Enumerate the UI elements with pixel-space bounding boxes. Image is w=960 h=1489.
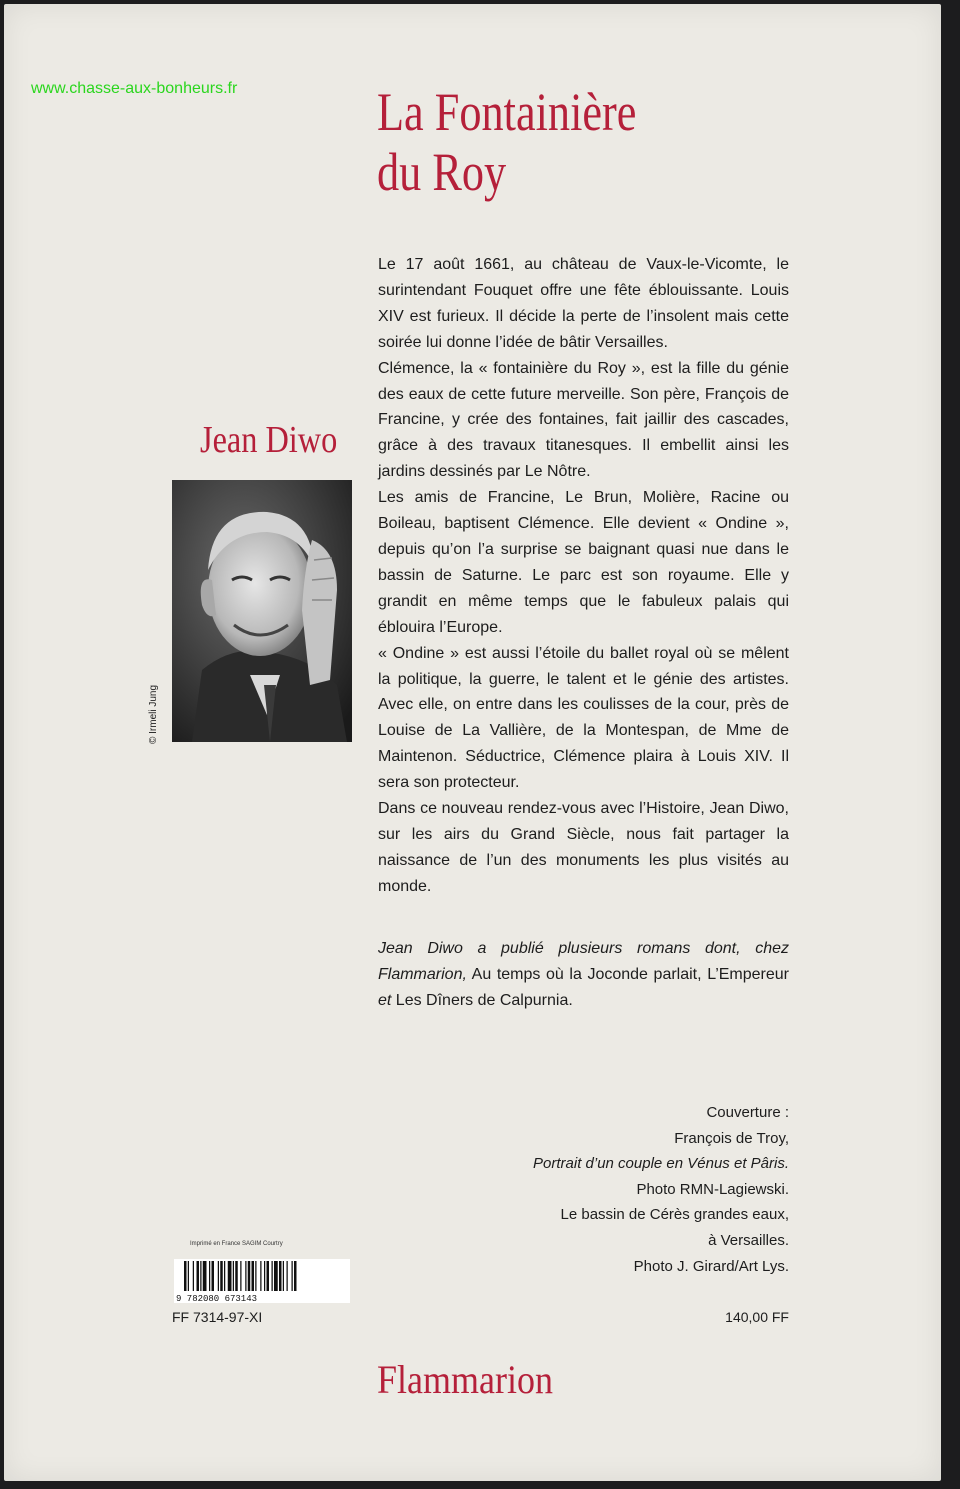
synopsis-paragraph: Dans ce nouveau rendez-vous avec l’Histoire, Jean Diwo, sur les airs du Grand Siècle, nous fait partager la naissance de l’un des monuments les plus visités au monde. [378, 800, 789, 895]
synopsis-paragraph: « Ondine » est aussi l’étoile du ballet royal où se mêlent la politique, la guerre, le talent et le génie des artistes. Avec elle, on entre dans les coulisses de la cour, près de Louise de La Vallière, de la Montespan, de Mme de Maintenon. Séductrice, Clémence plaira à Louis XIV. Il sera son protecteur. [378, 644, 789, 792]
barcode-bar [218, 1261, 219, 1291]
barcode-image [174, 1259, 350, 1303]
credit-line: Photo RMN-Lagiewski. [636, 1180, 789, 1198]
barcode-bar [287, 1261, 288, 1291]
bio-book-1: Au temps où la Joconde parlait, [471, 965, 702, 983]
credit-line: Le bassin de Cérès grandes eaux, [560, 1206, 789, 1224]
bio-intro: Jean Diwo a publié plusieurs romans dont, chez Flammarion, [378, 940, 789, 983]
synopsis-paragraph: Les amis de Francine, Le Brun, Molière, Racine ou Boileau, baptisent Clémence. Elle devient « Ondine », depuis qu’on l’a surprise se baignant quasi nue dans le bassin de Saturne. Le parc est son royaume. Elle y grandit en même temps que le fabuleux palais qui éblouira l’Europe. [378, 489, 789, 636]
barcode-bar [220, 1261, 223, 1291]
barcode-digits: 9 782080 673143 [176, 1294, 258, 1303]
credit-line: Couverture : [706, 1104, 789, 1121]
barcode-bar [240, 1261, 241, 1291]
barcode-bar [184, 1261, 187, 1291]
barcode-bar [279, 1261, 282, 1291]
synopsis-paragraph: Le 17 août 1661, au château de Vaux-le-Vicomte, le surintendant Fouquet offre une fête éblouissante. Louis XIV est furieux. Il décide la perte de l’insolent mais cette soirée lui donne l’idée de bâtir Versailles. [378, 256, 789, 351]
photo-credit: © Irmeli Jung [148, 684, 159, 744]
author-portrait-image [172, 480, 352, 742]
book-back-cover [4, 4, 941, 1481]
barcode-bar [264, 1261, 265, 1291]
watermark-url: www.chasse-aux-bonheurs.fr [31, 80, 238, 97]
printed-in-label: Imprimé en France SAGIM Courtry [190, 1241, 283, 1247]
barcode-bar [193, 1261, 194, 1291]
book-title [377, 82, 636, 202]
price-label: 140,00 FF [725, 1309, 789, 1325]
barcode-bar [212, 1261, 215, 1291]
barcode-bar [267, 1261, 270, 1291]
barcode-bar [292, 1261, 293, 1291]
credit-line: Portrait d’un couple en Vénus et Pâris. [533, 1155, 789, 1173]
barcode-bar [224, 1261, 225, 1291]
barcode-bar [294, 1261, 297, 1291]
title-line-1: La Fontainière [377, 82, 637, 142]
author-bio [378, 936, 789, 1014]
barcode-bar [252, 1261, 255, 1291]
barcode-bar [203, 1261, 207, 1291]
barcode-bar [255, 1261, 256, 1291]
synopsis [378, 252, 789, 900]
isbn-barcode [174, 1259, 350, 1303]
credit-line: à Versailles. [708, 1231, 789, 1249]
barcode-bar [228, 1261, 232, 1291]
barcode-bar [245, 1261, 246, 1291]
author-photo [172, 480, 352, 742]
barcode-bar [233, 1261, 234, 1291]
barcode-bar [200, 1261, 201, 1291]
barcode-bar [188, 1261, 189, 1291]
barcode-bar [272, 1261, 273, 1291]
cover-credits [484, 1100, 789, 1279]
barcode-bar [209, 1261, 210, 1291]
credit-line: François de Troy, [674, 1129, 789, 1147]
barcode-bar [197, 1261, 200, 1291]
synopsis-paragraph: Clémence, la « fontainière du Roy », est la fille du génie des eaux de cette future merveille. Son père, François de Francine, y crée des fontaines, fait jaillir des cascades, grâce à des travaux titanesques. Il embellit ainsi les jardins dessinés par Le Nôtre. [378, 359, 789, 481]
barcode-bar [235, 1261, 238, 1291]
title-line-2: du Roy [377, 142, 507, 202]
barcode-bar [248, 1261, 251, 1291]
barcode-bar [274, 1261, 278, 1291]
credit-line: Photo J. Girard/Art Lys. [633, 1257, 789, 1275]
bio-book-2: L’Empereur [707, 965, 790, 983]
author-name: Jean Diwo [200, 419, 338, 461]
catalog-reference: FF 7314-97-XI [172, 1309, 263, 1325]
barcode-bar [260, 1261, 261, 1291]
bio-book-3: Les Dîners de Calpurnia. [395, 991, 573, 1009]
barcode-bar [283, 1261, 284, 1291]
publisher-name: Flammarion [377, 1357, 553, 1402]
bio-conjunction: et [378, 991, 392, 1009]
